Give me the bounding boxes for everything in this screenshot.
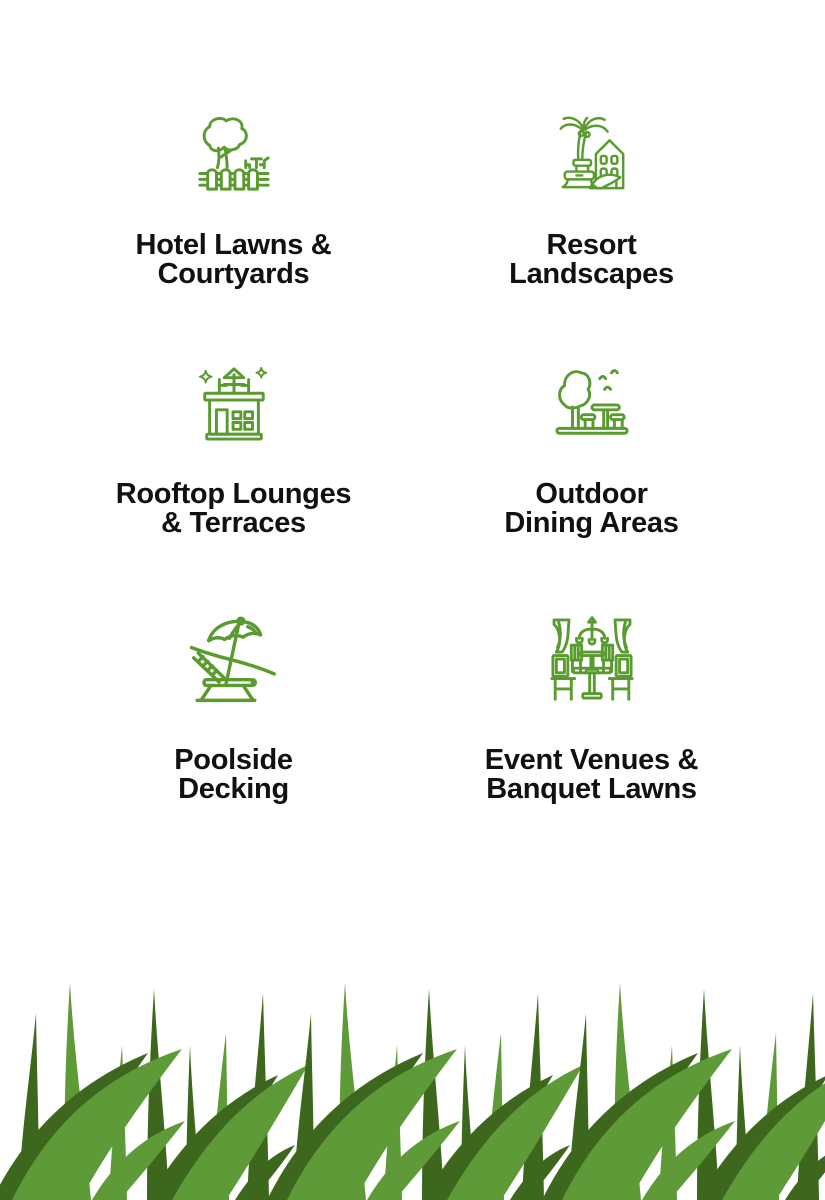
service-card-resort-landscapes: [413, 115, 771, 289]
service-card-event-venues: [413, 613, 771, 804]
service-label-line2: Banquet Lawns: [486, 773, 697, 805]
service-label-line1: Rooftop Lounges: [115, 478, 352, 510]
icon-box: [553, 364, 631, 442]
service-label-line1: Event Venues &: [484, 744, 699, 776]
grass-illustration: [0, 983, 825, 1200]
service-card-outdoor-dining: [413, 364, 771, 538]
palm-resort-icon: [553, 115, 631, 193]
rooftop-building-icon: [195, 364, 273, 442]
service-card-hotel-lawns: [55, 115, 413, 289]
service-label-line2: Courtyards: [157, 258, 310, 290]
service-label-line1: Resort: [546, 229, 637, 261]
service-label-line2: Landscapes: [509, 258, 674, 290]
icon-box: [195, 115, 273, 193]
icon-box: [195, 364, 273, 442]
service-label: [116, 480, 352, 538]
service-label-line2: Decking: [178, 773, 289, 805]
service-label: [504, 480, 678, 538]
tree-picnic-icon: [553, 364, 631, 442]
icon-box: [553, 115, 631, 193]
service-label-line2: & Terraces: [161, 507, 306, 539]
service-label-line1: Poolside: [174, 744, 293, 776]
services-grid: [55, 0, 771, 804]
banquet-table-icon: [546, 613, 638, 705]
service-label: [136, 231, 332, 289]
tree-fence-icon: [195, 115, 273, 193]
umbrella-lounger-icon: [188, 613, 280, 705]
service-label: [174, 746, 292, 804]
service-card-rooftop-lounges: [55, 364, 413, 538]
icon-box: [188, 613, 280, 705]
service-label-line2: Dining Areas: [504, 507, 679, 539]
service-label-line1: Outdoor: [535, 478, 648, 510]
service-label: [485, 746, 698, 804]
icon-box: [546, 613, 638, 705]
service-card-poolside-decking: [55, 613, 413, 804]
service-label: [509, 231, 674, 289]
service-label-line1: Hotel Lawns &: [135, 229, 332, 261]
